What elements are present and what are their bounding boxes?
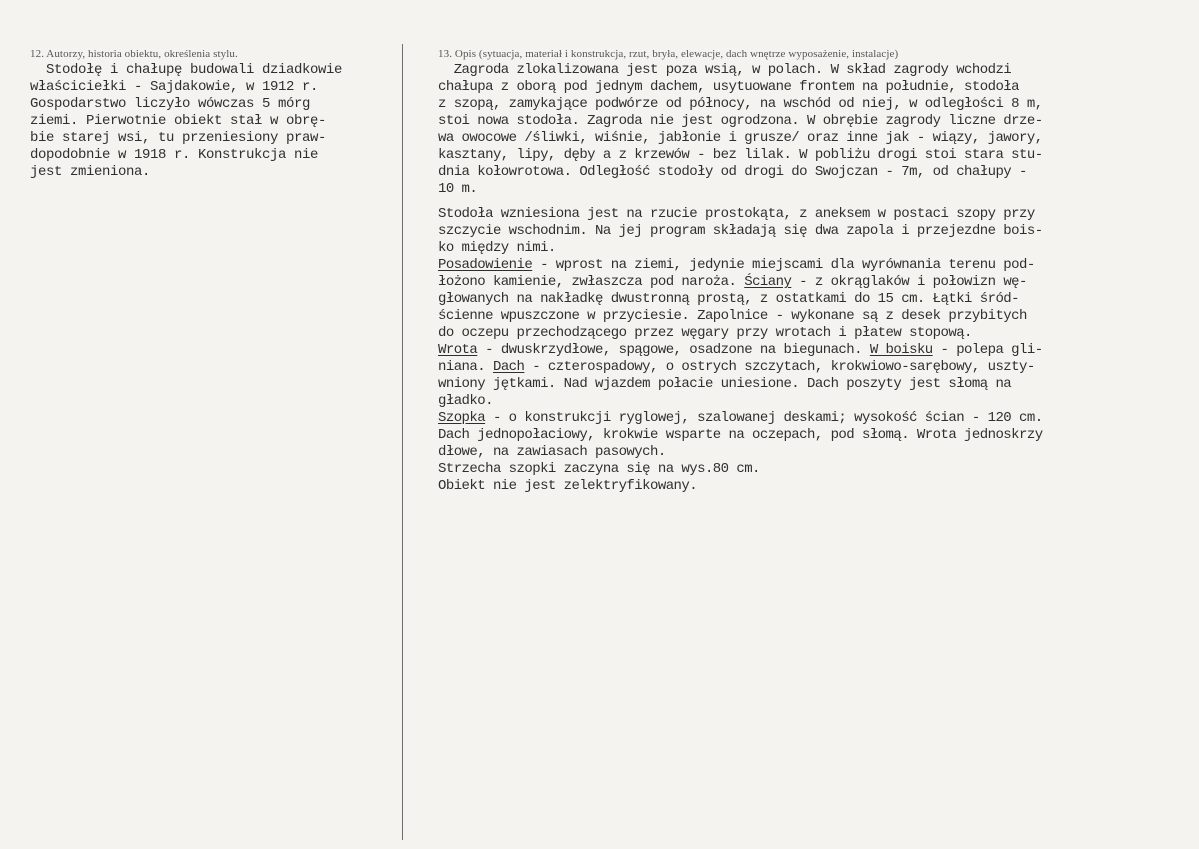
text-line: dłowe, na zawiasach pasowych. <box>438 444 666 460</box>
text-span: - dwuskrzydłowe, spągowe, osadzone na biegunach. <box>477 342 870 358</box>
text-line: szczycie wschodnim. Na jej program składają się dwa zapola i przejezdne bois- <box>438 223 1043 239</box>
paragraph-gates <box>438 342 1194 410</box>
text-line: dnia kołowrotowa. Odległość stodoły od drogi do Swojczan - 7m, od chałupy - <box>438 164 1027 180</box>
section-13 <box>438 48 1194 495</box>
text-line: z szopą, zamykające podwórze od północy, na wschód od niej, w odległości 8 m, <box>438 96 1043 112</box>
paragraph-foundation <box>438 257 1194 342</box>
paragraph-shed <box>438 410 1194 495</box>
column-divider <box>402 44 403 840</box>
text-span: niana. <box>438 359 493 375</box>
term-szopka: Szopka <box>438 410 486 426</box>
text-span: - czterospadowy, o ostrych szczytach, krokwiowo-sarębowy, uszty- <box>524 359 1035 375</box>
text-line: właściciełki - Sajdakowie, w 1912 r. <box>30 79 319 95</box>
text-line: do oczepu przechodzącego przez węgary przy wrotach i płatew stopową. <box>438 325 972 341</box>
text-line: 10 m. <box>438 181 478 197</box>
text-line: chałupa z oborą pod jednym dachem, usytuowane frontem na południe, stodoła <box>438 79 1020 95</box>
term-w-boisku: W boisku <box>869 342 933 358</box>
term-sciany: Ściany <box>744 274 792 290</box>
text-line: Stodoła wzniesiona jest na rzucie prostokąta, z aneksem w postaci szopy przy <box>438 206 1035 222</box>
text-line: ścienne wpuszczone w przyciesie. Zapolnice - wykonane są z desek przybitych <box>438 308 1027 324</box>
text-line: Obiekt nie jest zelektryfikowany. <box>438 478 698 494</box>
section-12 <box>30 48 398 181</box>
text-line: wniony jętkami. Nad wjazdem połacie uniesione. Dach poszyty jest słomą na <box>438 376 1012 392</box>
text-line: ziemi. Pierwotnie obiekt stał w obrę- <box>30 113 327 129</box>
section-12-heading: 12. Autorzy, historia obiektu, określenia stylu. <box>30 48 238 60</box>
text-line: dopodobnie w 1918 r. Konstrukcja nie <box>30 147 319 163</box>
section-13-heading: 13. Opis (sytuacja, materiał i konstrukcja, rzut, bryła, elewacje, dach wnętrze wyposażenie, instalacje) <box>438 48 899 60</box>
text-line: kasztany, lipy, dęby a z krzewów - bez lilak. W pobliżu drogi stoi stara stu- <box>438 147 1043 163</box>
text-line: Strzecha szopki zaczyna się na wys.80 cm. <box>438 461 760 477</box>
text-line: głowanych na nakładkę dwustronną prostą, z ostatkami do 15 cm. Łątki śród- <box>438 291 1020 307</box>
text-span: - wprost na ziemi, jedynie miejscami dla wyrównania terenu pod- <box>532 257 1035 273</box>
text-span: - polepa gli- <box>932 342 1043 358</box>
text-line <box>438 257 1194 274</box>
text-line: stoi nowa stodoła. Zagroda nie jest ogrodzona. W obrębie zagrody liczne drze- <box>438 113 1043 129</box>
text-line: Zagroda zlokalizowana jest poza wsią, w polach. W skład zagrody wchodzi <box>438 62 1012 78</box>
text-span: - o konstrukcji ryglowej, szalowanej deskami; wysokość ścian - 120 cm. <box>485 410 1043 426</box>
text-line: Dach jednopołaciowy, krokwie wsparte na oczepach, pod słomą. Wrota jednoskrzy <box>438 427 1043 443</box>
term-dach: Dach <box>492 359 525 375</box>
text-line: Stodołę i chałupę budowali dziadkowie <box>30 62 343 78</box>
text-line: ko między nimi. <box>438 240 556 256</box>
term-wrota: Wrota <box>438 342 478 358</box>
text-span: łożono kamienie, zwłaszcza pod naroża. <box>438 274 745 290</box>
text-line <box>438 342 1194 359</box>
text-line <box>438 274 1194 291</box>
text-line: wa owocowe /śliwki, wiśnie, jabłonie i grusze/ oraz inne jak - wiązy, jawory, <box>438 130 1043 146</box>
paragraph-location <box>438 62 1194 198</box>
text-span: - z okrąglaków i połowizn wę- <box>791 274 1027 290</box>
text-line <box>438 359 1194 376</box>
paragraph-plan <box>438 206 1194 257</box>
text-line: Gospodarstwo liczyło wówczas 5 mórg <box>30 96 311 112</box>
text-line <box>438 410 1194 427</box>
text-line: jest zmieniona. <box>30 164 151 180</box>
text-line: bie starej wsi, tu przeniesiony praw- <box>30 130 327 146</box>
term-posadowienie: Posadowienie <box>438 257 533 273</box>
text-line: gładko. <box>438 393 493 409</box>
